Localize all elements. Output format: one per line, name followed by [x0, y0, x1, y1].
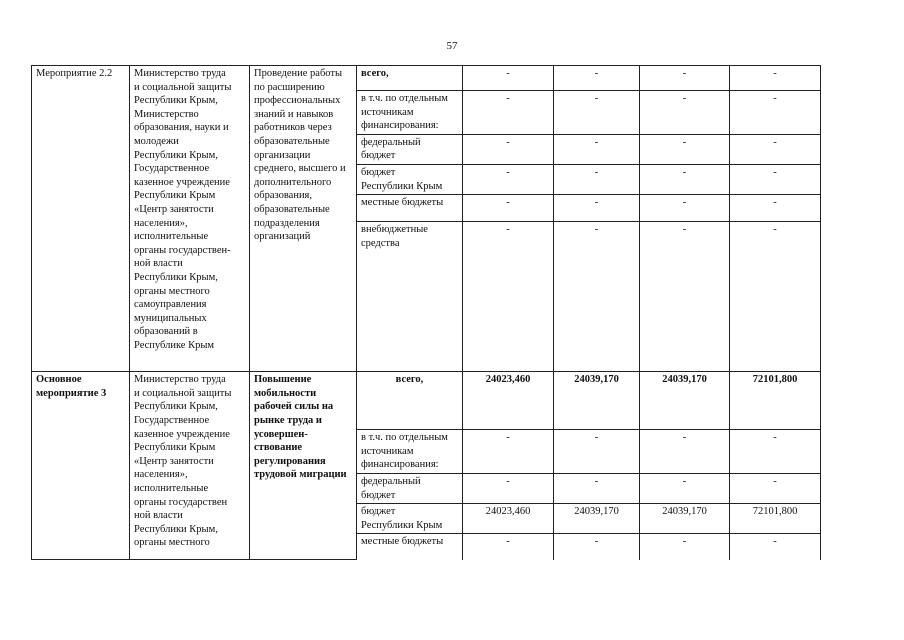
value-cell: -	[640, 534, 730, 560]
source-label-cell: всего,	[357, 372, 463, 430]
value-cell: 24039,170	[640, 372, 730, 430]
value-cell: -	[554, 134, 640, 164]
value-cell: -	[730, 222, 821, 372]
value-cell: -	[640, 164, 730, 194]
value-cell: -	[463, 534, 554, 560]
value-cell: -	[640, 430, 730, 474]
value-cell: -	[730, 91, 821, 135]
executors-cell: Министерство труда и социальной защиты Республики Крым, Государственное казенное учреждение Республики Крым «Центр занятости населения», исполнительные органы государствен ной власти Республики Крым, органы местного	[130, 372, 250, 560]
source-label-cell: федеральный бюджет	[357, 134, 463, 164]
value-cell: 24039,170	[640, 504, 730, 534]
value-cell: -	[730, 430, 821, 474]
source-label-cell: местные бюджеты	[357, 534, 463, 560]
value-cell: 72101,800	[730, 372, 821, 430]
table-row	[32, 372, 821, 430]
source-label-cell: в т.ч. по отдельным источникам финансирования:	[357, 91, 463, 135]
value-cell: -	[640, 195, 730, 222]
value-cell: 24023,460	[463, 372, 554, 430]
value-cell: -	[463, 66, 554, 91]
value-cell: -	[554, 473, 640, 503]
value-cell: -	[640, 473, 730, 503]
value-cell: -	[463, 195, 554, 222]
source-label-cell: бюджет Республики Крым	[357, 164, 463, 194]
value-cell: -	[463, 164, 554, 194]
value-cell: -	[730, 195, 821, 222]
value-cell: -	[554, 222, 640, 372]
value-cell: -	[554, 534, 640, 560]
table-row	[32, 66, 821, 91]
source-label-cell: бюджет Республики Крым	[357, 504, 463, 534]
value-cell: 72101,800	[730, 504, 821, 534]
value-cell: -	[730, 473, 821, 503]
source-label-cell: всего,	[357, 66, 463, 91]
value-cell: 24039,170	[554, 372, 640, 430]
value-cell: -	[730, 534, 821, 560]
value-cell: -	[463, 473, 554, 503]
activity-name-cell: Основное мероприятие 3	[32, 372, 130, 560]
value-cell: 24039,170	[554, 504, 640, 534]
value-cell: -	[463, 134, 554, 164]
value-cell: -	[730, 66, 821, 91]
executors-cell: Министерство труда и социальной защиты Республики Крым, Министерство образования, науки и молодежи Республики Крым, Государственное казенное учреждение Республики Крым «Центр занятости населения», исполнительные органы государствен- ной власти Республики Крым, органы местного самоуправления муниципальных образований в Республике Крым	[130, 66, 250, 372]
value-cell: -	[554, 430, 640, 474]
value-cell: -	[463, 91, 554, 135]
page-number: 57	[446, 40, 458, 52]
value-cell: -	[640, 222, 730, 372]
source-label-cell: в т.ч. по отдельным источникам финансирования:	[357, 430, 463, 474]
source-label-cell: местные бюджеты	[357, 195, 463, 222]
value-cell: -	[463, 430, 554, 474]
value-cell: 24023,460	[463, 504, 554, 534]
activity-description-cell: Повышение мобильности рабочей силы на рынке труда и усовершен- ствование регулирования трудовой миграции	[250, 372, 357, 560]
funding-table	[31, 65, 821, 560]
value-cell: -	[463, 222, 554, 372]
source-label-cell: федеральный бюджет	[357, 473, 463, 503]
value-cell: -	[554, 195, 640, 222]
value-cell: -	[730, 164, 821, 194]
activity-description-cell: Проведение работы по расширению профессиональных знаний и навыков работников через образовательные организации среднего, высшего и дополнительного образования, образовательные подразделения организаций	[250, 66, 357, 372]
value-cell: -	[554, 91, 640, 135]
value-cell: -	[640, 134, 730, 164]
value-cell: -	[554, 164, 640, 194]
value-cell: -	[554, 66, 640, 91]
value-cell: -	[640, 91, 730, 135]
value-cell: -	[640, 66, 730, 91]
activity-name-cell: Мероприятие 2.2	[32, 66, 130, 372]
source-label-cell: внебюджетные средства	[357, 222, 463, 372]
value-cell: -	[730, 134, 821, 164]
